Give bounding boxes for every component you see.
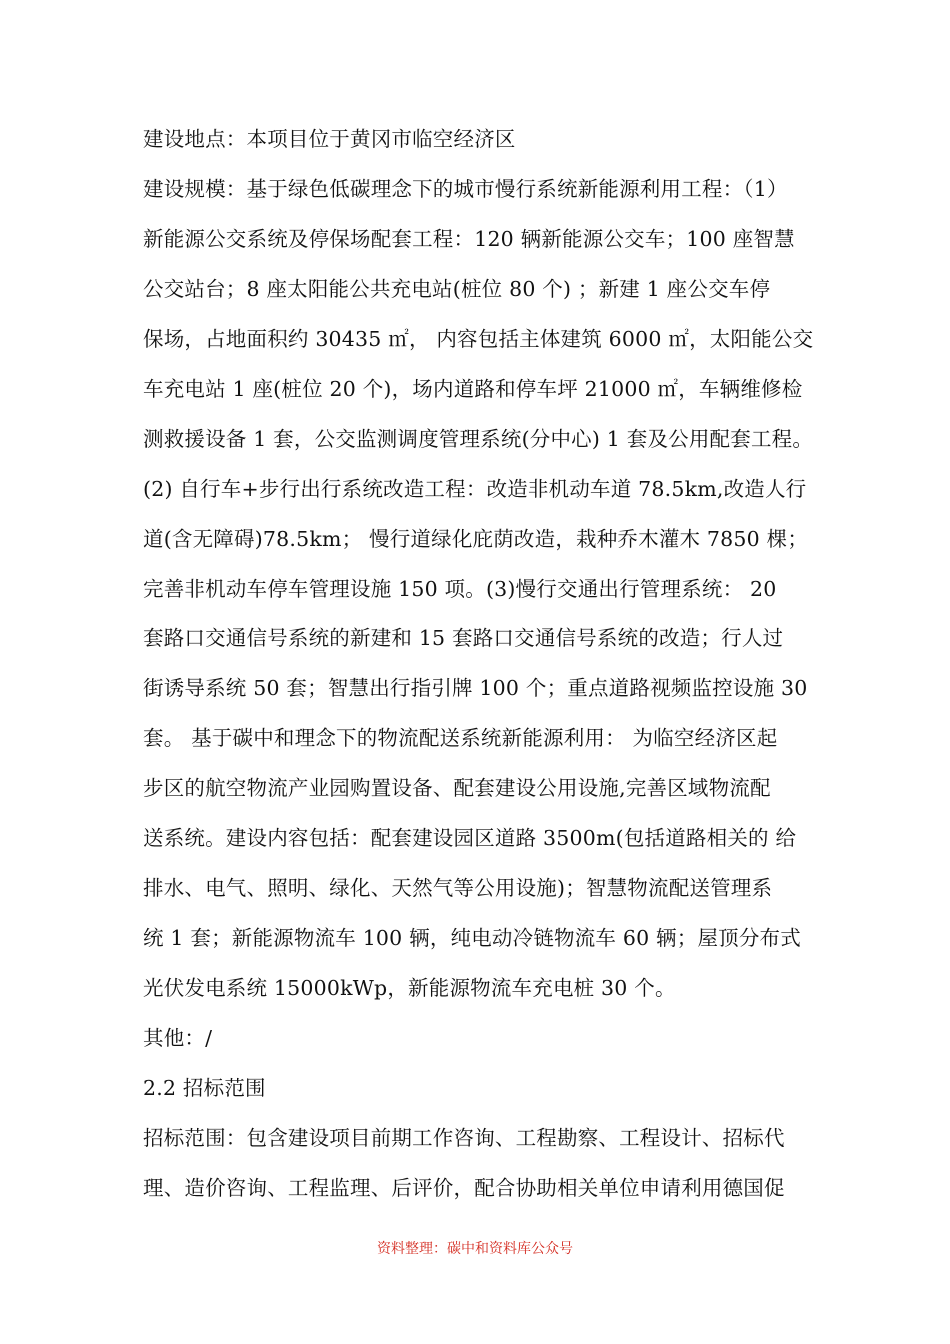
section-heading: 2.2 招标范围 [143, 1076, 266, 1100]
text-line: 光伏发电系统 15000kWp，新能源物流车充电桩 30 个。 [143, 976, 676, 1000]
text-line: 道(含无障碍)78.5km； 慢行道绿化庇荫改造，栽种乔木灌木 7850 棵； [143, 527, 809, 551]
text-line: 建设地点：本项目位于黄冈市临空经济区 [143, 127, 516, 151]
text-line: 理、造价咨询、工程监理、后评价，配合协助相关单位申请利用德国促 [143, 1176, 785, 1200]
text-line: 完善非机动车停车管理设施 150 项。(3)慢行交通出行管理系统： 20 [143, 577, 777, 601]
text-line: 招标范围：包含建设项目前期工作咨询、工程勘察、工程设计、招标代 [143, 1126, 785, 1150]
text-line: 建设规模：基于绿色低碳理念下的城市慢行系统新能源利用工程：（1） [143, 177, 788, 201]
text-line: 送系统。建设内容包括：配套建设园区道路 3500m(包括道路相关的 给 [143, 826, 797, 850]
page-footer: 资料整理：碳中和资料库公众号 [377, 1241, 573, 1257]
text-line: 测救援设备 1 套，公交监测调度管理系统(分中心) 1 套及公用配套工程。 [143, 427, 814, 451]
text-line: 车充电站 1 座(桩位 20 个)，场内道路和停车坪 21000 ㎡，车辆维修检 [143, 377, 803, 401]
text-line: 套路口交通信号系统的新建和 15 套路口交通信号系统的改造；行人过 [143, 626, 784, 650]
text-line: 排水、电气、照明、绿化、天然气等公用设施)；智慧物流配送管理系 [143, 876, 773, 900]
text-line: (2) 自行车+步行出行系统改造工程：改造非机动车道 78.5km,改造人行 [143, 477, 807, 501]
text-line: 统 1 套；新能源物流车 100 辆，纯电动冷链物流车 60 辆；屋顶分布式 [143, 926, 801, 950]
text-line: 其他：/ [143, 1026, 213, 1050]
text-line: 步区的航空物流产业园购置设备、配套建设公用设施,完善区域物流配 [143, 776, 771, 800]
text-line: 公交站台；8 座太阳能公共充电站(桩位 80 个) ；新建 1 座公交车停 [143, 277, 771, 301]
text-line: 套。 基于碳中和理念下的物流配送系统新能源利用： 为临空经济区起 [143, 726, 778, 750]
text-line: 新能源公交系统及停保场配套工程：120 辆新能源公交车；100 座智慧 [143, 227, 795, 251]
text-line: 街诱导系统 50 套；智慧出行指引牌 100 个；重点道路视频监控设施 30 [143, 676, 808, 700]
text-line: 保场，占地面积约 30435 ㎡， 内容包括主体建筑 6000 ㎡，太阳能公交 [143, 327, 814, 351]
